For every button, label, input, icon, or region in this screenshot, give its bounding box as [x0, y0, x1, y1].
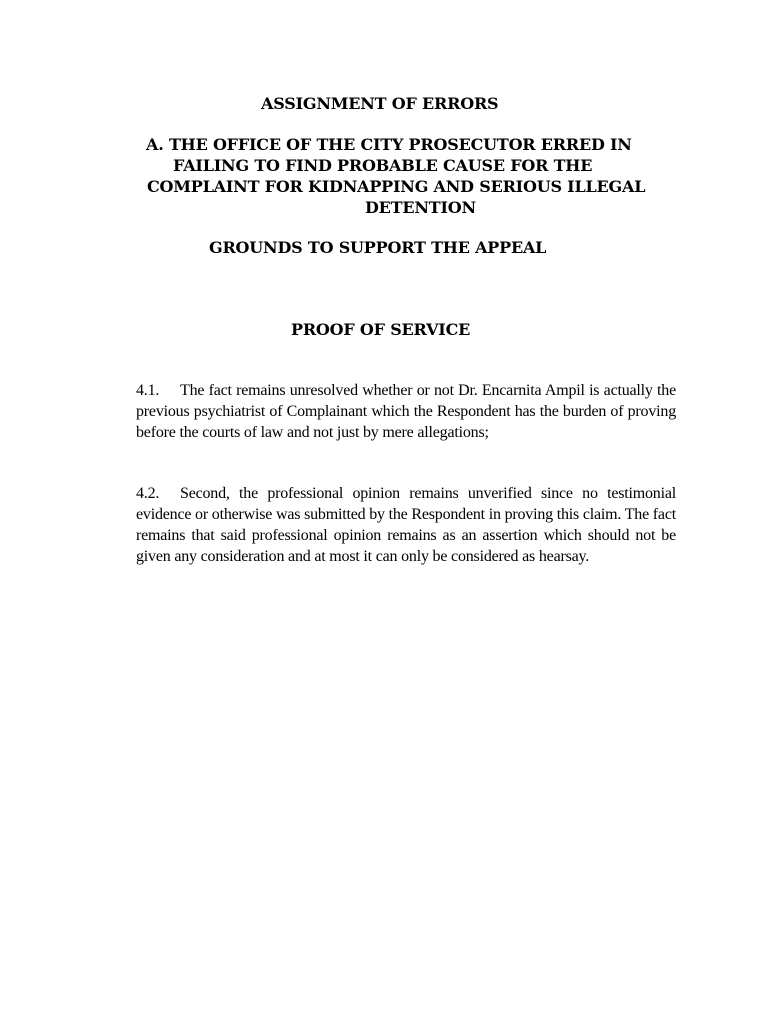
error-a-line-1: A. THE OFFICE OF THE CITY PROSECUTOR ERRED IN	[146, 135, 632, 154]
paragraph-4-1	[136, 380, 676, 443]
error-a-heading	[138, 134, 678, 218]
paragraph-number: 4.2.	[136, 485, 160, 502]
paragraph-text: Second, the professional opinion remains unverified since no testimonial evidence or otherwise was submitted by the Respondent in proving this claim. The fact remains that said professional opinion remains as an assertion which should not be given any consideration and at most it can only be considered as hearsay.	[136, 485, 676, 565]
grounds-heading: GROUNDS TO SUPPORT THE APPEAL	[209, 238, 547, 257]
error-a-line-4: DETENTION	[365, 198, 476, 217]
assignment-of-errors-heading: ASSIGNMENT OF ERRORS	[261, 94, 499, 113]
paragraph-text: The fact remains unresolved whether or not Dr. Encarnita Ampil is actually the previous psychiatrist of Complainant which the Respondent has the burden of proving before the courts of law and not just by mere allegations;	[136, 382, 676, 441]
paragraph-4-2	[136, 483, 676, 567]
error-a-line-2: FAILING TO FIND PROBABLE CAUSE FOR THE	[173, 156, 593, 175]
error-a-line-3: COMPLAINT FOR KIDNAPPING AND SERIOUS ILLEGAL	[147, 177, 646, 196]
paragraph-number: 4.1.	[136, 382, 160, 399]
proof-of-service-heading: PROOF OF SERVICE	[291, 320, 471, 339]
